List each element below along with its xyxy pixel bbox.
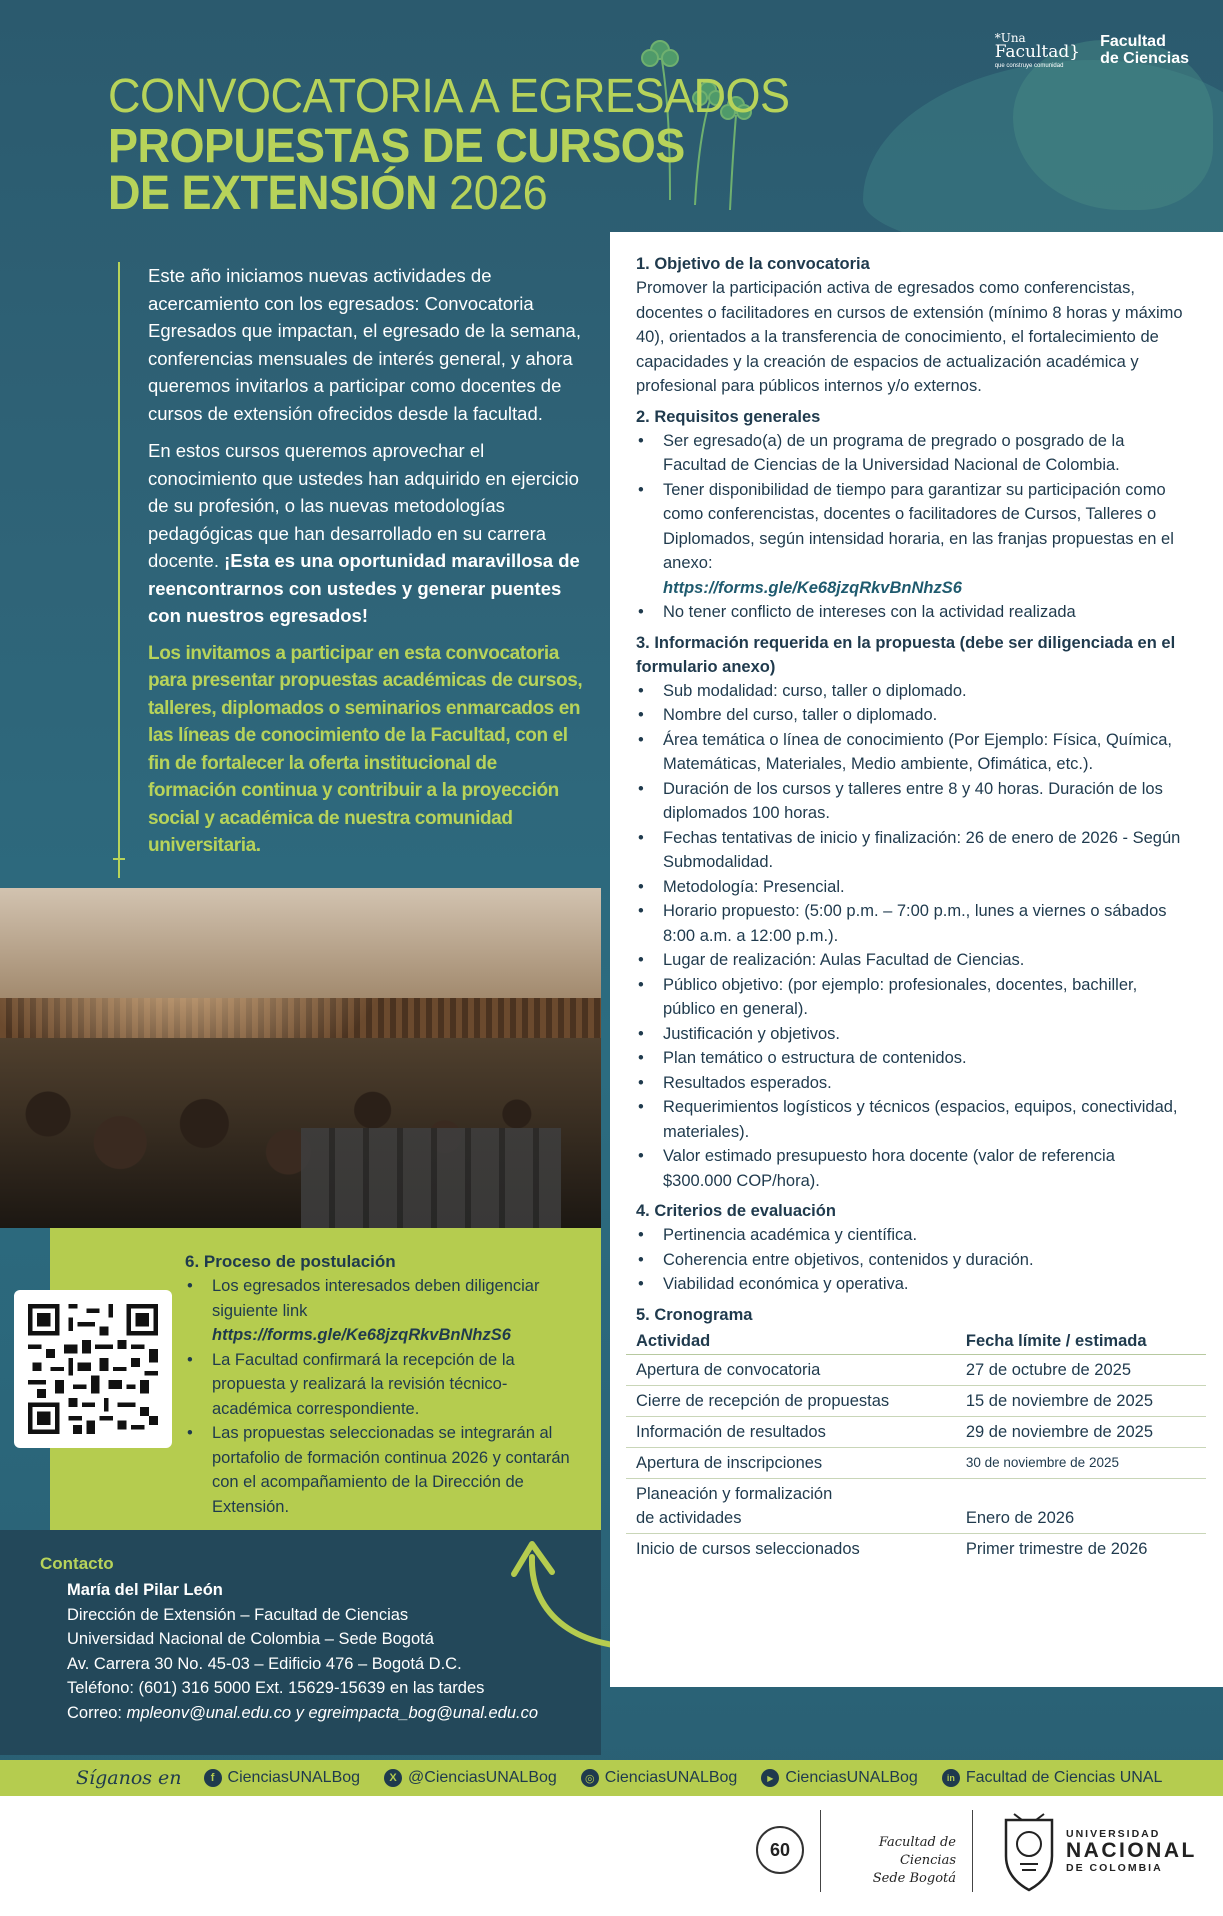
- divider: [972, 1810, 973, 1892]
- list-item: • Público objetivo: (por ejemplo: profesionales, docentes, bachiller, público en general).: [636, 973, 1187, 1022]
- table-row: [626, 1478, 1206, 1533]
- divider: [113, 858, 125, 860]
- list-item: • Ser egresado(a) de un programa de pregrado o posgrado de la Facultad de Ciencias de la Universidad Nacional de Colombia.: [636, 429, 1187, 478]
- process-heading: 6. Proceso de postulación: [185, 1252, 396, 1271]
- intro-paragraph-2-strong: ¡Esta es una oportunidad maravillosa de reencontrarnos con ustedes y generar puentes con nuestros egresados!: [148, 550, 580, 626]
- column-header-date: Fecha límite / estimada: [956, 1329, 1206, 1355]
- photo-ceiling: [0, 888, 601, 998]
- una-word: Facultad}: [994, 42, 1081, 62]
- una-prefix: *Una: [994, 31, 1026, 45]
- social-bar: [0, 1760, 1223, 1796]
- list-item: • Las propuestas seleccionadas se integrarán al portafolio de formación continua 2026 y contarán con el acompañamiento de la Dirección de Extensión.: [185, 1421, 577, 1519]
- footer: [0, 1796, 1223, 1916]
- youtube-icon: ▶: [761, 1769, 779, 1787]
- list-item: • Requerimientos logísticos y técnicos (espacios, equipos, conectividad, materiales).: [636, 1095, 1187, 1144]
- unal-logo: [1066, 1828, 1197, 1874]
- social-label: CienciasUNALBog: [227, 1769, 361, 1786]
- photo-seats: [301, 1128, 561, 1228]
- contact-heading: Contacto: [40, 1554, 114, 1573]
- list-item: • Coherencia entre objetivos, contenidos y duración.: [636, 1248, 1187, 1273]
- page-title: [108, 67, 790, 221]
- intro-paragraph-2: [148, 437, 588, 630]
- table-row: [626, 1354, 1206, 1385]
- qr-code[interactable]: [14, 1290, 172, 1448]
- requirements-list: [636, 429, 1187, 625]
- facultad-line2: de Ciencias: [1100, 49, 1189, 67]
- instagram-icon: ◎: [581, 1769, 599, 1787]
- table-row: [626, 1385, 1206, 1416]
- list-item: • No tener conflicto de intereses con la actividad realizada: [636, 600, 1187, 625]
- intro-invitation: Los invitamos a participar en esta convocatoria para presentar propuestas académicas de cursos, talleres, diplomados o seminarios enmarcados en las líneas de conocimiento de la Facultad, con el fin de fortalecer la oferta institucional de formación continua y contribuir a la proyección social y académica de nuestra comunidad universitaria.: [148, 642, 583, 856]
- form-link[interactable]: https://forms.gle/Ke68jzqRkvBnNhzS6: [663, 578, 962, 597]
- x-icon: X: [384, 1769, 402, 1787]
- activity-cell: [626, 1478, 956, 1533]
- list-item: [636, 478, 1187, 601]
- title-line3: [108, 165, 790, 221]
- contact-name: María del Pilar León: [67, 1581, 223, 1599]
- social-label: Facultad de Ciencias UNAL: [965, 1769, 1163, 1786]
- list-item: • Plan temático o estructura de contenidos.: [636, 1046, 1187, 1071]
- list-item: • La Facultad confirmará la recepción de la propuesta y realizará la revisión técnico-académica correspondiente.: [185, 1348, 577, 1422]
- table-row: [626, 1416, 1206, 1447]
- criteria-list: [636, 1223, 1187, 1297]
- facultad-logo: [1100, 34, 1189, 68]
- social-label: CienciasUNALBog: [604, 1769, 738, 1786]
- una-tagline: que construye comunidad: [994, 63, 1064, 69]
- facebook-icon: f: [204, 1769, 222, 1787]
- contact-line: Universidad Nacional de Colombia – Sede Bogotá: [67, 1630, 434, 1648]
- table-row: [626, 1533, 1206, 1564]
- list-item: [185, 1274, 577, 1348]
- list-item: • Horario propuesto: (5:00 p.m. – 7:00 p.m., lunes a viernes o sábados 8:00 a.m. a 12:00 p.m.).: [636, 899, 1187, 948]
- list-item: • Área temática o línea de conocimiento (Por Ejemplo: Física, Química, Matemáticas, Materiales, Medio ambiente, Ofimática, etc.).: [636, 728, 1187, 777]
- process-list: [185, 1274, 577, 1519]
- social-label: @CienciasUNALBog: [408, 1769, 557, 1786]
- social-label: CienciasUNALBog: [785, 1769, 918, 1786]
- faculty-line2: Sede Bogotá: [872, 1871, 956, 1886]
- social-x[interactable]: [384, 1769, 557, 1787]
- objective-text: Promover la participación activa de egresados como conferencistas, docentes o facilitadores en cursos de extensión (mínimo 8 horas y máximo 40), orientados a la transferencia de conocimiento, el fortalecimiento de capacidades y la creación de espacios de actualización académica y profesional para públicos internos y/o externos.: [636, 279, 1183, 395]
- process-item-1-text: Los egresados interesados deben diligenciar siguiente link: [212, 1277, 540, 1320]
- activity-cell: Información de resultados: [626, 1416, 956, 1447]
- unal-line1: UNIVERSIDAD: [1066, 1828, 1161, 1840]
- unal-line2: NACIONAL: [1066, 1839, 1197, 1862]
- activity-cell: Apertura de convocatoria: [626, 1354, 956, 1385]
- faculty-signature: [820, 1834, 956, 1888]
- social-youtube[interactable]: [761, 1769, 918, 1787]
- title-line1: CONVOCATORIA A EGRESADOS: [108, 67, 790, 123]
- activity-line1: Planeación y formalización: [636, 1484, 833, 1503]
- list-item: • Viabilidad económica y operativa.: [636, 1272, 1187, 1297]
- list-item: • Valor estimado presupuesto hora docente (valor de referencia $300.000 COP/hora).: [636, 1144, 1187, 1193]
- list-item: • Fechas tentativas de inicio y finalización: 26 de enero de 2026 - Según Submodalidad.: [636, 826, 1187, 875]
- list-item: • Resultados esperados.: [636, 1071, 1187, 1096]
- social-linkedin[interactable]: [942, 1769, 1163, 1787]
- title-line3-text: DE EXTENSIÓN: [108, 165, 438, 221]
- linkedin-icon: in: [942, 1769, 960, 1787]
- faculty-line1: Facultad de Ciencias: [878, 1835, 956, 1868]
- date-cell: 30 de noviembre de 2025: [956, 1447, 1206, 1478]
- activity-cell: Apertura de inscripciones: [626, 1447, 956, 1478]
- email-link[interactable]: mpleonv@unal.edu.co y egreimpacta_bog@unal.edu.co: [126, 1703, 539, 1722]
- contact-line: Dirección de Extensión – Facultad de Ciencias: [67, 1605, 409, 1624]
- social-instagram[interactable]: [581, 1769, 738, 1787]
- list-item: • Pertinencia académica y científica.: [636, 1223, 1187, 1248]
- schedule-heading: 5. Cronograma: [636, 1305, 753, 1324]
- list-item: • Sub modalidad: curso, taller o diplomado.: [636, 679, 1187, 704]
- facultad-line1: Facultad: [1100, 32, 1166, 50]
- list-item: • Nombre del curso, taller o diplomado.: [636, 703, 1187, 728]
- requirements-item-2-text: Tener disponibilidad de tiempo para garantizar su participación como como conferencistas, docentes o facilitadores de Cursos, Talleres o Diplomados, según intensidad horaria, en las franjas propuestas en el anexo:: [663, 480, 1174, 572]
- date-cell: Primer trimestre de 2026: [965, 1539, 1148, 1558]
- list-item: • Lugar de realización: Aulas Facultad de Ciencias.: [636, 948, 1187, 973]
- email-prefix: Correo:: [67, 1703, 127, 1722]
- activity-cell: Inicio de cursos seleccionados: [636, 1539, 860, 1558]
- objective-heading: 1. Objetivo de la convocatoria: [636, 255, 870, 273]
- schedule-table: [626, 1329, 1206, 1564]
- una-facultad-logo: [995, 32, 1080, 69]
- title-line2: PROPUESTAS DE CURSOS: [108, 117, 685, 174]
- anniversary-badge: 60: [756, 1826, 804, 1874]
- intro-paragraph-2-text: En estos cursos queremos aprovechar el conocimiento que ustedes han adquirido en ejercicio de su profesión, o las nuevas metodologías pedagógicas que han desarrollado en su carrera docente.: [148, 440, 579, 571]
- contact-phone: Teléfono: (601) 316 5000 Ext. 15629-15639 en las tardes: [67, 1679, 485, 1697]
- title-year: 2026: [449, 165, 548, 221]
- contact-email: [67, 1701, 601, 1726]
- table-row: [626, 1447, 1206, 1478]
- intro-text: [118, 262, 588, 878]
- social-facebook[interactable]: [204, 1769, 361, 1787]
- contact-line: Av. Carrera 30 No. 45-03 – Edificio 476 – Bogotá D.C.: [67, 1654, 462, 1673]
- date-cell: 27 de octubre de 2025: [956, 1354, 1206, 1385]
- list-item: • Metodología: Presencial.: [636, 875, 1187, 900]
- date-cell: 15 de noviembre de 2025: [956, 1385, 1206, 1416]
- criteria-heading: 4. Criterios de evaluación: [636, 1202, 836, 1220]
- requirements-heading: 2. Requisitos generales: [636, 407, 821, 426]
- info-list: [636, 679, 1187, 1194]
- auditorium-photo: [0, 888, 601, 1228]
- details-panel: [610, 232, 1223, 1687]
- list-item: • Duración de los cursos y talleres entre 8 y 40 horas. Duración de los diplomados 100 horas.: [636, 777, 1187, 826]
- activity-cell: Cierre de recepción de propuestas: [626, 1385, 956, 1416]
- date-cell: Enero de 2026: [956, 1478, 1206, 1533]
- activity-line2: de actividades: [636, 1508, 742, 1527]
- list-item: • Justificación y objetivos.: [636, 1022, 1187, 1047]
- brand-logos: [995, 32, 1189, 69]
- date-cell: 29 de noviembre de 2025: [956, 1416, 1206, 1447]
- follow-label: Síganos en: [76, 1767, 182, 1789]
- column-header-activity: Actividad: [626, 1329, 956, 1355]
- form-link[interactable]: https://forms.gle/Ke68jzqRkvBnNhzS6: [212, 1326, 511, 1344]
- unal-line3: DE COLOMBIA: [1066, 1862, 1163, 1874]
- info-heading: 3. Información requerida en la propuesta (debe ser diligenciada en el formulario anexo): [636, 633, 1176, 676]
- table-header-row: [626, 1329, 1206, 1355]
- university-shield-icon: [1000, 1810, 1058, 1892]
- intro-paragraph-1: Este año iniciamos nuevas actividades de acercamiento con los egresados: Convocatoria Egresados que impactan, el egresado de la semana, conferencias mensuales de interés general, y ahora queremos invitarlos a participar como docentes de cursos de extensión ofrecidos desde la facultad.: [148, 265, 581, 424]
- qr-code-icon: [28, 1304, 158, 1434]
